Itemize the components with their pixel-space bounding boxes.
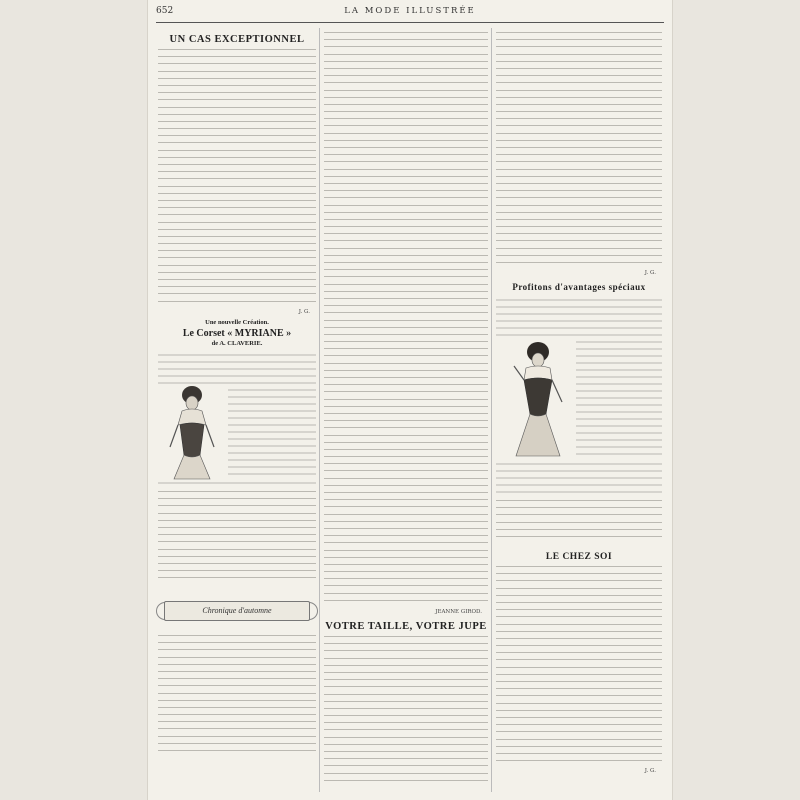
page-number: 652: [156, 6, 174, 16]
article-signature: J. G.: [644, 270, 656, 276]
column-1: [158, 28, 316, 755]
article-body: [158, 491, 316, 583]
article-signature: JEANNE GIROD.: [435, 609, 482, 615]
article-body: [496, 500, 662, 546]
article-title: Le Corset « MYRIANE »: [182, 328, 292, 339]
article-body: [324, 32, 488, 607]
corset-article-with-figure: [158, 351, 316, 491]
article-author: de A. CLAVERIE.: [211, 340, 263, 347]
header-rule: [156, 22, 664, 23]
advertising-article-with-figure: [496, 296, 662, 496]
article-body: [324, 636, 488, 786]
article-body: [158, 49, 316, 307]
magazine-page: [148, 0, 672, 800]
article-body: [158, 635, 316, 755]
corset-figure-illustration: [158, 351, 316, 491]
article-signature: J. G.: [644, 768, 656, 774]
column-divider: [319, 28, 320, 792]
article-body: [496, 566, 662, 766]
journal-title: LA MODE ILLUSTRÉE: [344, 6, 476, 16]
article-body: [496, 32, 662, 268]
page-header: [148, 6, 672, 22]
column-3: [496, 28, 662, 778]
article-title: VOTRE TAILLE, VOTRE JUPE: [325, 621, 487, 632]
article-title: Profitons d'avantages spéciaux: [512, 282, 646, 292]
column-2: [324, 28, 488, 786]
chronicle-banner: [158, 591, 316, 631]
lingerie-figure-illustration: [496, 296, 662, 496]
article-title: UN CAS EXCEPTIONNEL: [169, 34, 305, 45]
article-title: Chronique d'automne: [202, 606, 272, 615]
article-kicker: Une nouvelle Création.: [205, 319, 269, 326]
column-divider: [491, 28, 492, 792]
article-signature: J. G.: [298, 309, 310, 315]
article-title: LE CHEZ SOI: [545, 552, 613, 562]
